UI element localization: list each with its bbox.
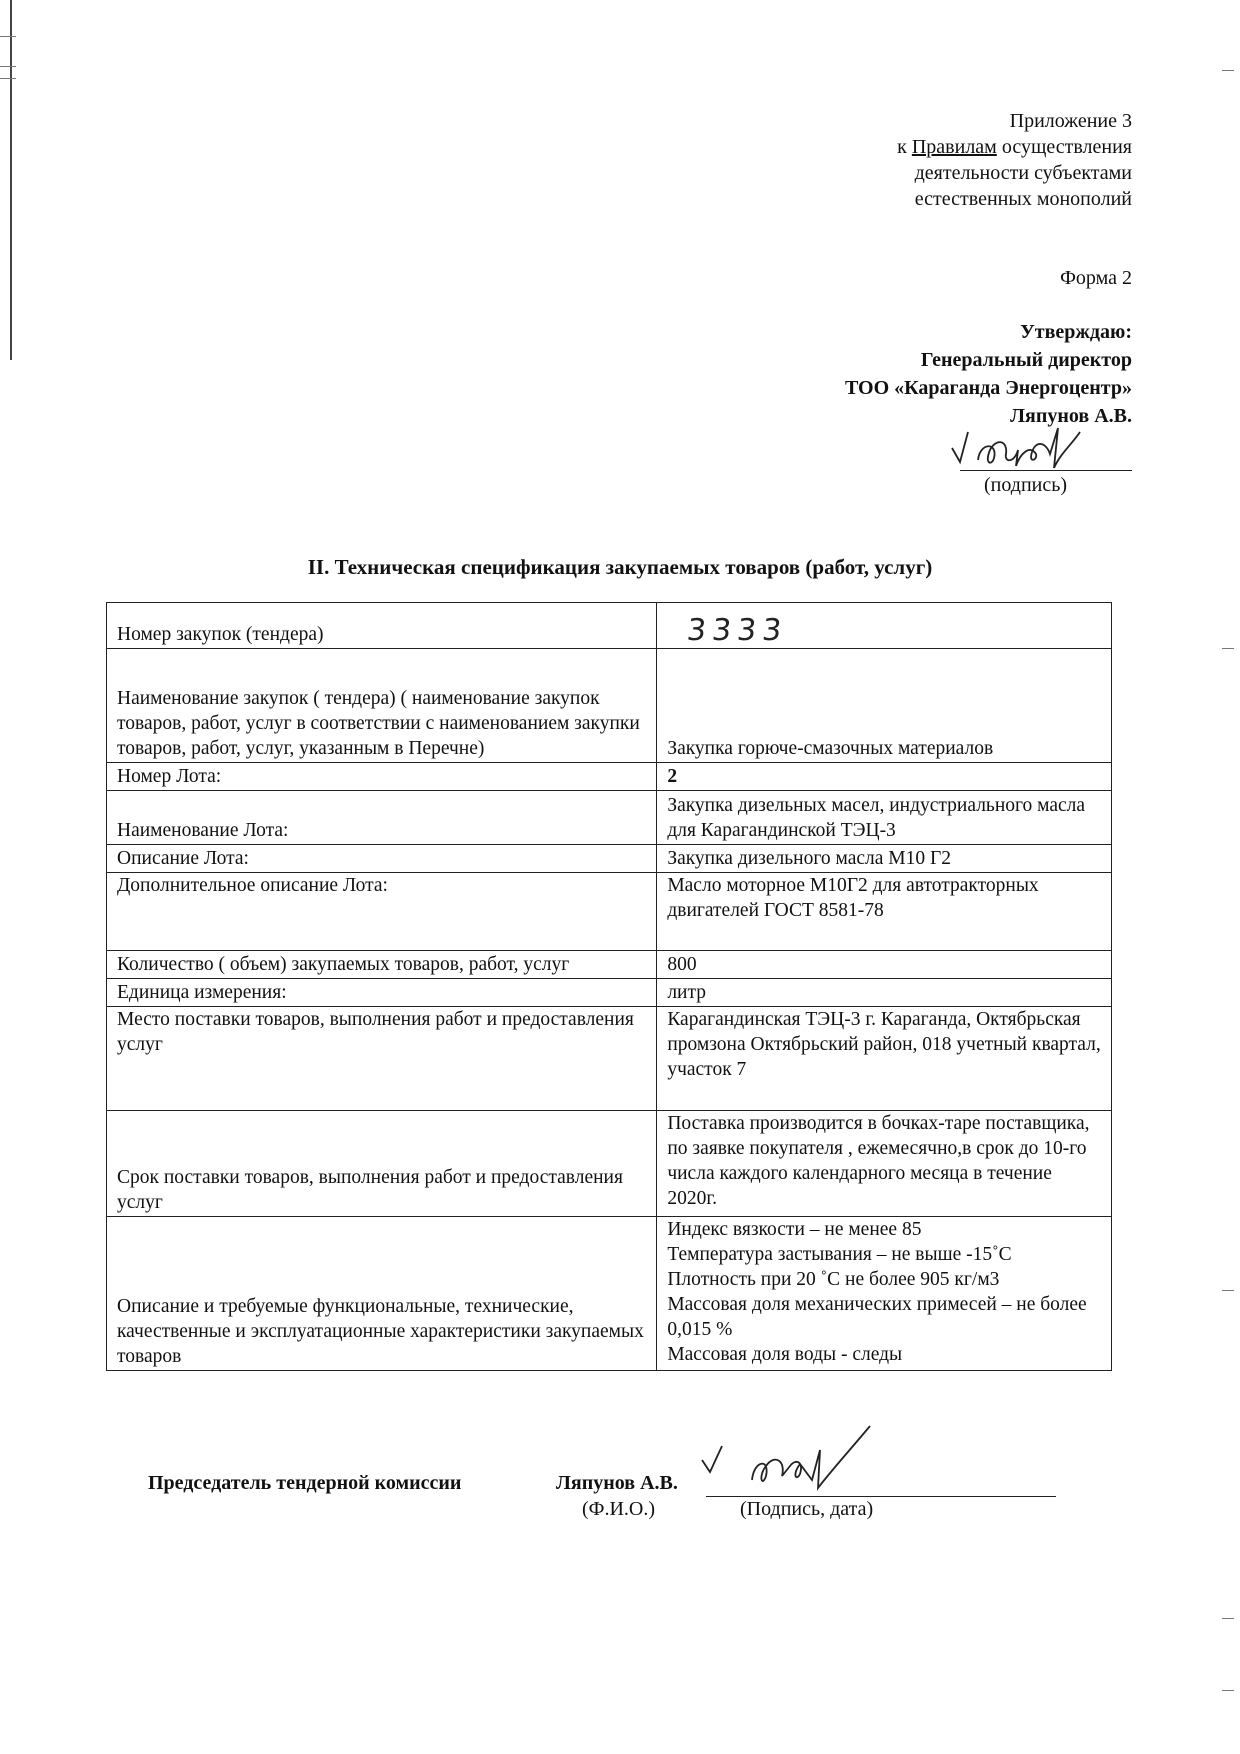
approval-line-1: Утверждаю: [1020, 321, 1132, 343]
characteristic-line: Массовая доля механических примесей – не более 0,015 % [667, 1294, 1087, 1340]
scan-edge-left [10, 0, 12, 360]
rules-link: Правилам [911, 136, 997, 158]
annex-header [897, 108, 1132, 212]
chair-label: Председатель тендерной комиссии [148, 1472, 462, 1494]
scan-edge-mark [0, 66, 16, 67]
table-row [107, 979, 1112, 1007]
row-value: Закупка дизельного масла М10 Г2 [657, 845, 1112, 873]
annex-line-2 [897, 134, 1132, 160]
row-label: Номер Лота: [107, 763, 657, 791]
row-label: Количество ( объем) закупаемых товаров, работ, услуг [107, 951, 657, 979]
table-row [107, 649, 1112, 763]
director-signature-line [960, 470, 1132, 471]
scan-edge-mark [1222, 1618, 1234, 1619]
approval-line-4: Ляпунов А.В. [1010, 405, 1132, 427]
spec-title: II. Техническая спецификация закупаемых товаров (работ, услуг) [307, 555, 933, 579]
characteristic-line: Массовая доля воды - следы [667, 1344, 903, 1365]
fio-caption: (Ф.И.О.) [582, 1498, 656, 1520]
row-label: Наименование закупок ( тендера) ( наименование закупок товаров, работ, услуг в соответствии с наименованием закупки товаров, работ, услуг, указанным в Перечне) [107, 649, 657, 763]
table-row [107, 873, 1112, 951]
sign-date-caption: (Подпись, дата) [740, 1498, 874, 1520]
approval-line-3: ТОО «Караганда Энергоцентр» [844, 377, 1132, 399]
chair-signature-line [706, 1496, 1056, 1497]
scan-edge-mark [1222, 648, 1234, 649]
table-row [107, 951, 1112, 979]
annex-line-2-suffix: осуществления [996, 136, 1132, 158]
row-value: литр [657, 979, 1112, 1007]
table-row [107, 1007, 1112, 1111]
row-label: Описание и требуемые функциональные, технические, качественные и эксплуатационные характеристики закупаемых товаров [107, 1217, 657, 1371]
row-value [657, 1217, 1112, 1371]
scan-edge-mark [0, 78, 16, 79]
row-label: Дополнительное описание Лота: [107, 873, 657, 951]
row-value: Карагандинская ТЭЦ-3 г. Караганда, Октябрьская промзона Октябрьский район, 018 учетный квартал, участок 7 [657, 1007, 1112, 1111]
form-label: Форма 2 [1060, 267, 1132, 289]
chair-signature [700, 1420, 900, 1500]
row-label: Номер закупок (тендера) [107, 603, 657, 649]
approval-block [845, 318, 1132, 430]
row-label: Наименование Лота: [107, 791, 657, 845]
table-row [107, 1111, 1112, 1217]
table-row [107, 845, 1112, 873]
row-value: Масло моторное М10Г2 для автотракторных двигателей ГОСТ 8581-78 [657, 873, 1112, 951]
annex-line-2-prefix: к [897, 136, 912, 158]
annex-line-4: естественных монополий [914, 188, 1132, 210]
row-label: Срок поставки товаров, выполнения работ и предоставления услуг [107, 1111, 657, 1217]
row-label: Место поставки товаров, выполнения работ и предоставления услуг [107, 1007, 657, 1111]
annex-line-3: деятельности субъектами [914, 162, 1132, 184]
director-signature [950, 420, 1130, 480]
scan-edge-mark [1222, 1290, 1234, 1291]
scan-edge-mark [1222, 1690, 1234, 1691]
row-label: Единица измерения: [107, 979, 657, 1007]
signature-caption: (подпись) [984, 474, 1068, 496]
row-label: Описание Лота: [107, 845, 657, 873]
row-value: 800 [657, 951, 1112, 979]
row-value: Закупка горюче-смазочных материалов [657, 649, 1112, 763]
spec-table [106, 602, 1112, 1371]
row-value: 2 [657, 763, 1112, 791]
annex-line-1: Приложение 3 [1009, 110, 1132, 132]
approval-line-2: Генеральный директор [920, 349, 1132, 371]
table-row [107, 1217, 1112, 1371]
characteristic-line: Индекс вязкости – не менее 85 [667, 1219, 922, 1240]
row-value: Поставка производится в бочках-таре поставщика, по заявке покупателя , ежемесячно,в срок до 10-го числа каждого календарного месяца в течение 2020г. [657, 1111, 1112, 1217]
row-value: Закупка дизельных масел, индустриального масла для Карагандинской ТЭЦ-3 [657, 791, 1112, 845]
tender-number-handwritten: 3333 [685, 613, 790, 648]
table-row [107, 603, 1112, 649]
scan-edge-mark [0, 36, 16, 37]
characteristic-line: Плотность при 20 ˚С не более 905 кг/м3 [667, 1269, 1000, 1290]
table-row [107, 791, 1112, 845]
chair-name: Ляпунов А.В. [556, 1472, 678, 1494]
scan-edge-mark [1222, 70, 1234, 71]
table-row [107, 763, 1112, 791]
row-value [657, 603, 1112, 649]
characteristic-line: Температура застывания – не выше -15˚С [667, 1244, 1012, 1265]
